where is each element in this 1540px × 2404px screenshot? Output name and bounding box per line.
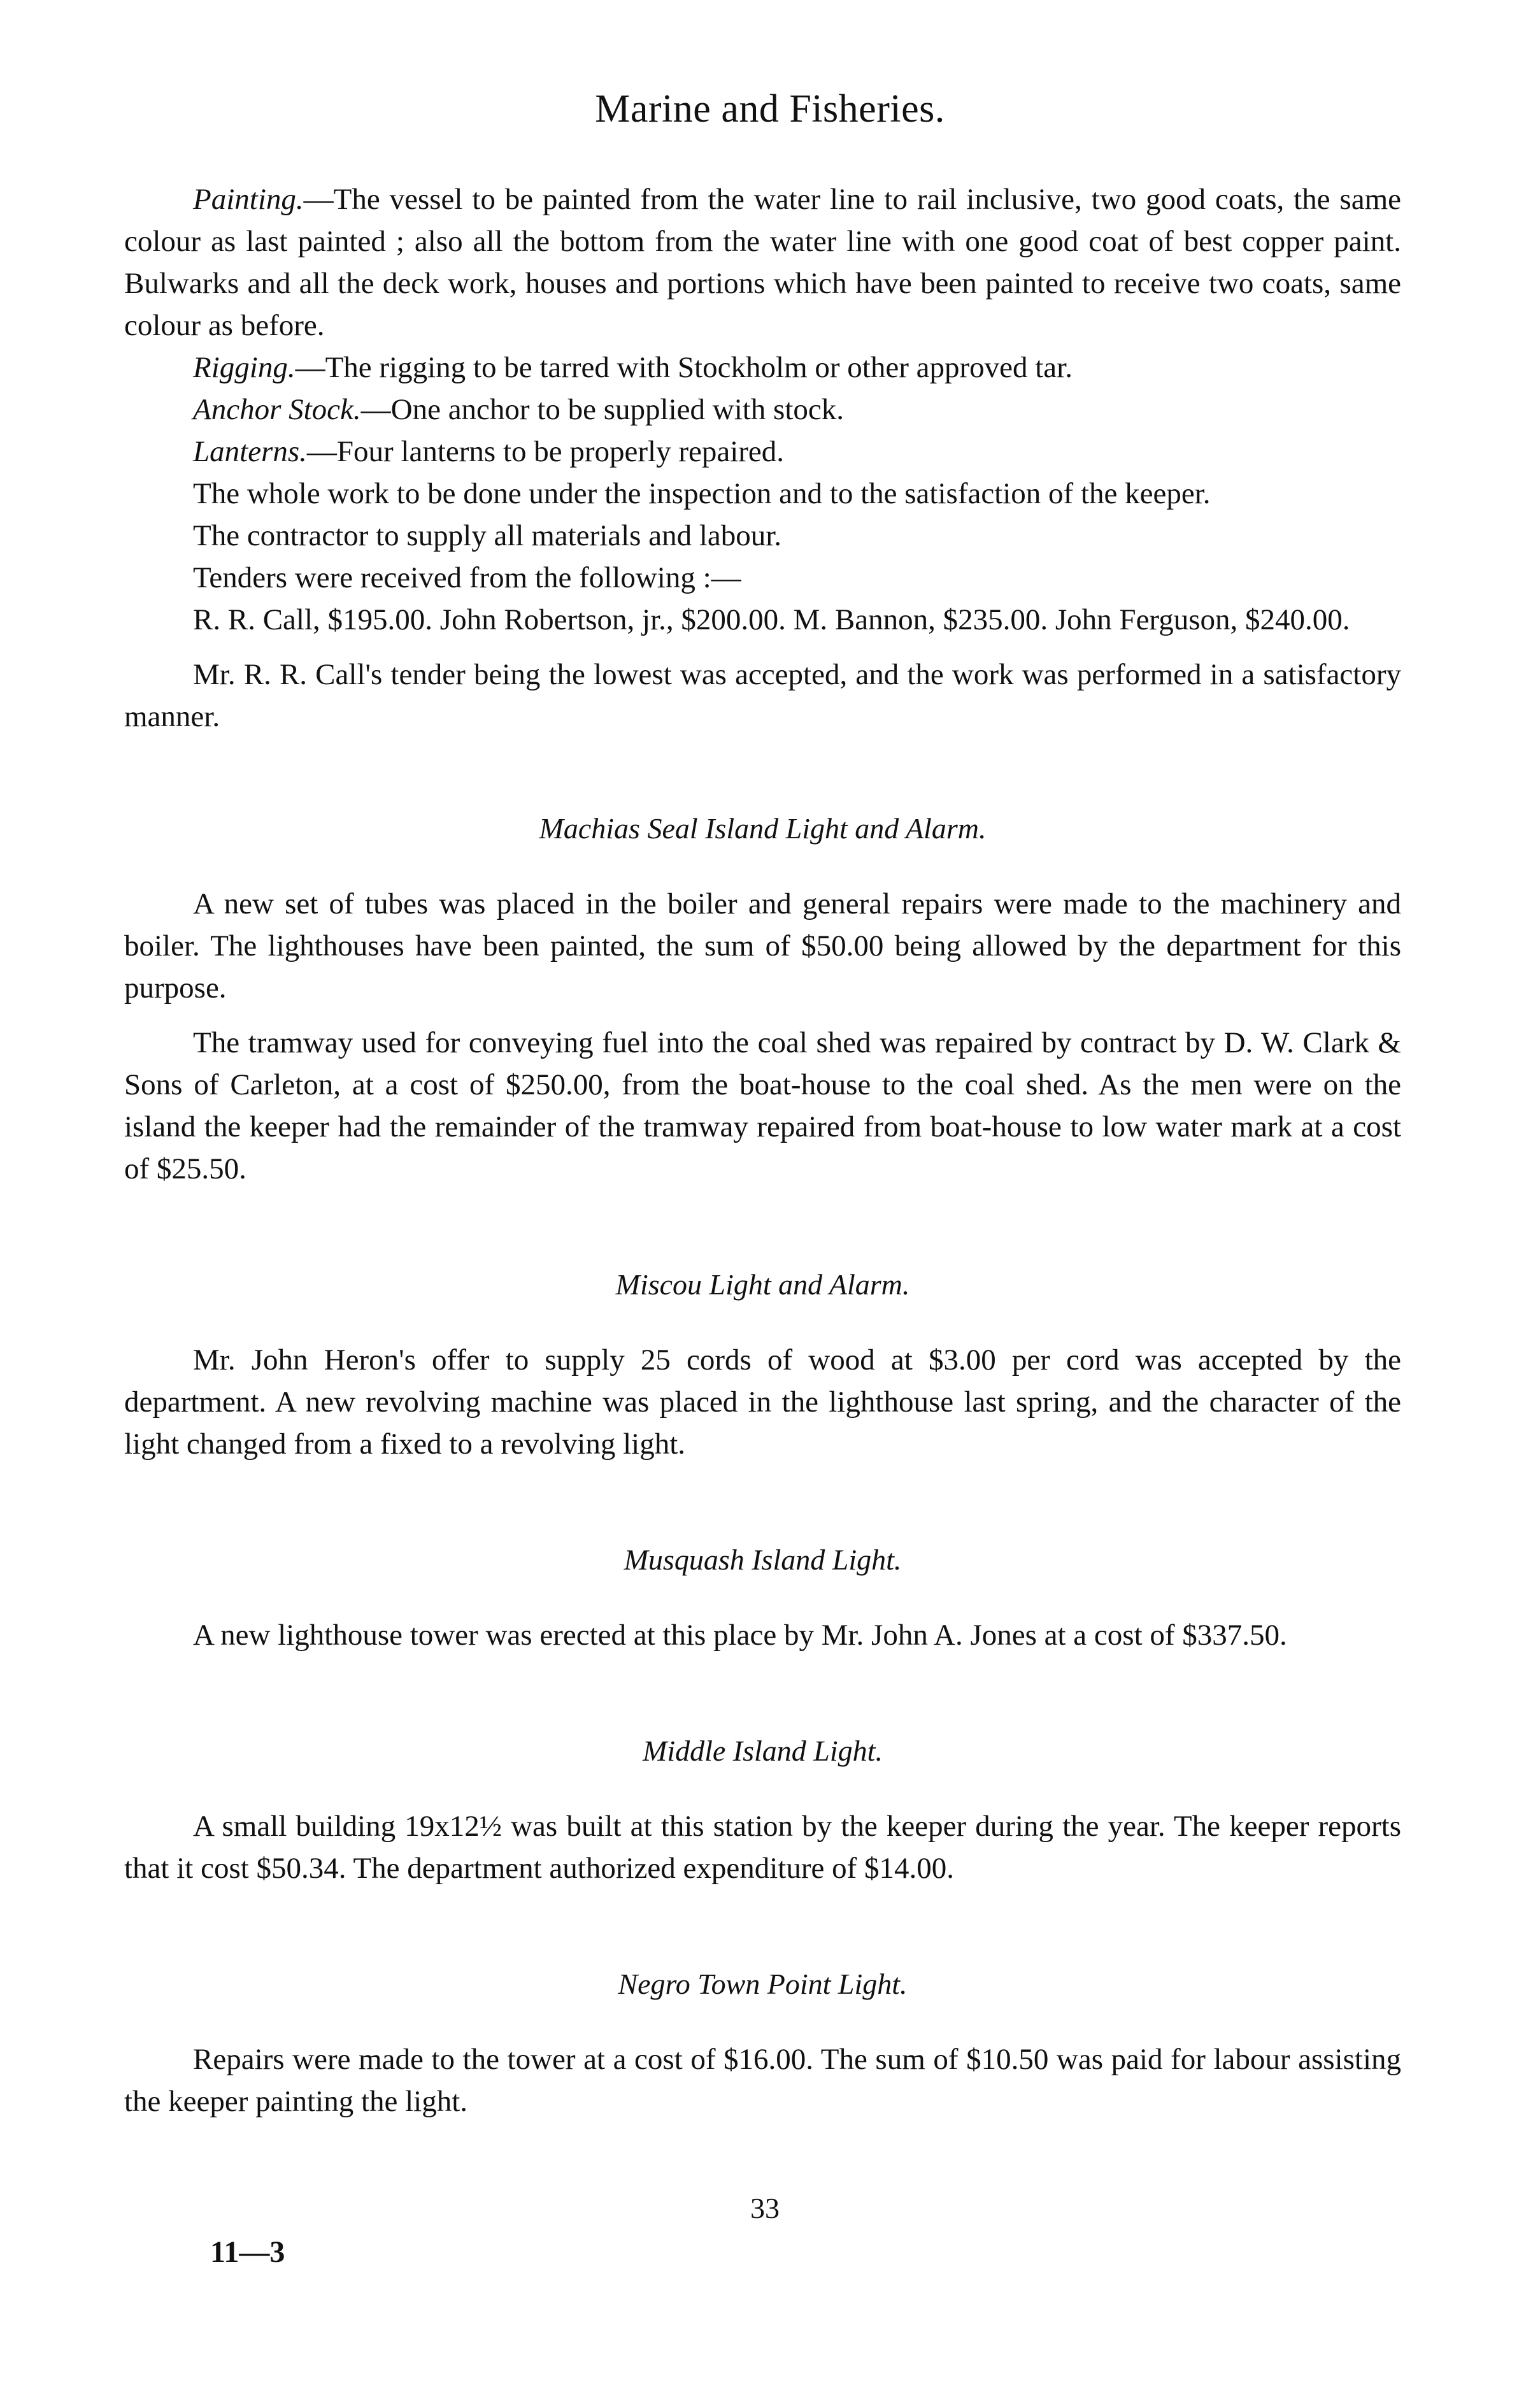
intro-block bbox=[124, 178, 1401, 738]
lead-rigging: Rigging. bbox=[193, 351, 296, 384]
paragraph-tenders-list: R. R. Call, $195.00. John Robertson, jr., $200.00. M. Bannon, $235.00. John Ferguson, $240.00. bbox=[193, 603, 1350, 636]
lead-lanterns: Lanterns. bbox=[193, 435, 307, 468]
paragraph-tenders-intro: Tenders were received from the following :— bbox=[193, 561, 741, 594]
paragraph-negro-town-1: Repairs were made to the tower at a cost of $16.00. The sum of $10.50 was paid for labour assisting the keeper painting the light. bbox=[124, 2043, 1401, 2118]
page-header: Marine and Fisheries. bbox=[595, 87, 945, 131]
section-title-miscou: Miscou Light and Alarm. bbox=[615, 1268, 910, 1301]
section-title-machias: Machias Seal Island Light and Alarm. bbox=[539, 812, 987, 845]
page-number: 33 bbox=[750, 2192, 780, 2224]
paragraph-lanterns: Lanterns.—Four lanterns to be properly repaired. bbox=[193, 435, 785, 468]
paragraph-machias-1: A new set of tubes was placed in the boiler and general repairs were made to the machinery and boiler. The lighthouses have been painted, the sum of $50.00 being allowed by the department for this purpose. bbox=[124, 887, 1401, 1005]
page-body bbox=[124, 178, 1401, 2122]
paragraph-musquash-1: A new lighthouse tower was erected at this place by Mr. John A. Jones at a cost of $337.50. bbox=[193, 1619, 1287, 1652]
paragraph-painting: Painting.—The vessel to be painted from the water line to rail inclusive, two good coats, the same colour as last painted ; also all the bottom from the water line with one good coat of best copper paint. Bulwarks and all the deck work, houses and portions which have been painted to receive two coats, same colour as before. bbox=[124, 183, 1401, 342]
paragraph-miscou-1: Mr. John Heron's offer to supply 25 cords of wood at $3.00 per cord was accepted by the department. A new revolving machine was placed in the lighthouse last spring, and the character of the light changed from a fixed to a revolving light. bbox=[124, 1343, 1401, 1461]
paragraph-machias-2: The tramway used for conveying fuel into the coal shed was repaired by contract by D. W. Clark & Sons of Carleton, at a cost of $250.00, from the boat-house to the coal shed. As the men were on the island the keeper had the remainder of the tramway repaired from boat-house to low water mark at a cost of $25.50. bbox=[124, 1026, 1401, 1185]
sheet-signature: 11—3 bbox=[210, 2235, 285, 2269]
paragraph-inspection: The whole work to be done under the inspection and to the satisfaction of the keeper. bbox=[193, 477, 1211, 510]
paragraph-materials: The contractor to supply all materials and labour. bbox=[193, 519, 782, 552]
lead-anchor-stock: Anchor Stock. bbox=[193, 393, 361, 426]
lead-painting: Painting. bbox=[193, 183, 304, 216]
section-title-negro-town: Negro Town Point Light. bbox=[618, 1968, 908, 2000]
paragraph-middle-island-1: A small building 19x12½ was built at this station by the keeper during the year. The keeper reports that it cost $50.34. The department authorized expenditure of $14.00. bbox=[124, 1810, 1401, 1885]
section-title-middle-island: Middle Island Light. bbox=[643, 1735, 883, 1767]
section-title-musquash: Musquash Island Light. bbox=[624, 1543, 902, 1576]
paragraph-rigging: Rigging.—The rigging to be tarred with Stockholm or other approved tar. bbox=[193, 351, 1073, 384]
paragraph-anchor-stock: Anchor Stock.—One anchor to be supplied with stock. bbox=[193, 393, 845, 426]
paragraph-tender-accepted: Mr. R. R. Call's tender being the lowest was accepted, and the work was performed in a satisfactory manner. bbox=[124, 658, 1401, 733]
